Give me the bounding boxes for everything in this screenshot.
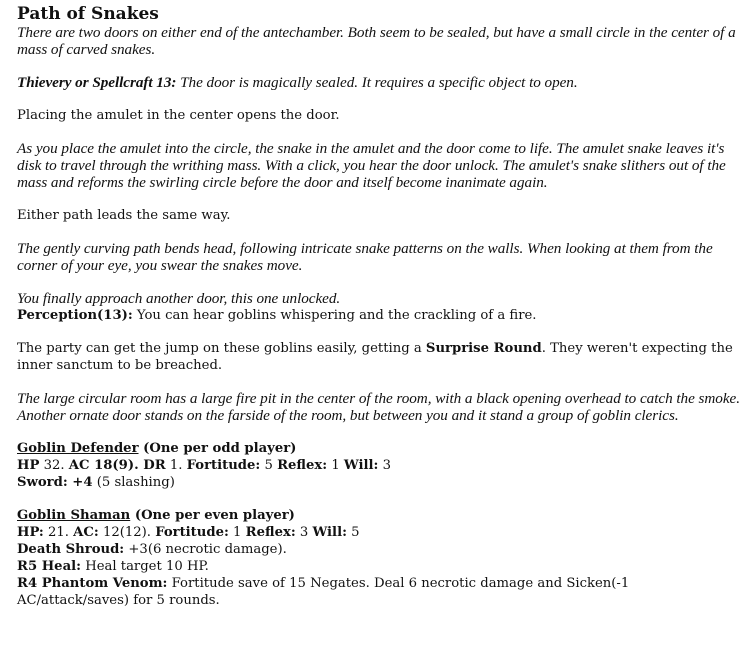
- intro-text: There are two doors on either end of the antechamber. Both seem to be sealed, but have a small circle in the center of a mass of carved snakes.: [17, 24, 736, 58]
- shaman-shroud-label: Death Shroud:: [17, 542, 125, 557]
- shaman-will-label: Will:: [312, 525, 347, 540]
- defender-stat-block: [17, 440, 742, 491]
- defender-ref: 1: [327, 458, 344, 473]
- either-path-line: Either path leads the same way.: [17, 208, 231, 223]
- surprise-after: . They weren't expecting the inner sanctum to be breached.: [17, 341, 733, 373]
- surprise-paragraph: [17, 340, 742, 374]
- shaman-ref: 3: [295, 525, 313, 540]
- shaman-stat-block: [17, 507, 742, 609]
- shaman-fort: 1: [228, 525, 246, 540]
- shaman-heal: [17, 558, 742, 575]
- room-description: The large circular room has a large fire pit in the center of the room, with a black opening overhead to catch the smoke. Another ornate door stands on the farside of the room, but between you and it stand a group of goblin clerics.: [17, 390, 740, 424]
- shaman-stats: [17, 524, 742, 541]
- shaman-heal-label: R5 Heal:: [17, 559, 81, 574]
- defender-hp-label: HP: [17, 458, 40, 473]
- shaman-heading: [17, 507, 742, 524]
- defender-will: 3: [378, 458, 391, 473]
- defender-will-label: Will:: [343, 458, 379, 473]
- approach-line: You finally approach another door, this one unlocked.: [17, 290, 341, 307]
- defender-ac-label: AC 18(9).: [68, 458, 139, 473]
- shaman-ac: 12(12).: [98, 525, 156, 540]
- shaman-count: (One per even player): [130, 508, 295, 523]
- surprise-before: The party can get the jump on these goblins easily, getting a: [17, 341, 426, 356]
- defender-hp: 32.: [39, 458, 69, 473]
- defender-sword-label: Sword: +4: [17, 475, 93, 490]
- surprise-round-label: Surprise Round: [425, 341, 542, 356]
- shaman-heal-text: Heal target 10 HP.: [81, 559, 209, 574]
- shaman-hp-label: HP:: [17, 525, 44, 540]
- defender-heading: [17, 440, 742, 457]
- defender-stats: [17, 457, 742, 474]
- shaman-ac-label: AC:: [73, 525, 99, 540]
- amulet-description: As you place the amulet into the circle, the snake in the amulet and the door come to life. The amulet snake leaves it's disk to travel through the writhing mass. With a click, you hear the door unlock. The amulet's snake slithers out of the mass and reforms the swirling circle before the door and itself become inanimate again.: [17, 140, 726, 191]
- defender-fort-label: Fortitude:: [186, 458, 261, 473]
- shaman-venom-text: Fortitude save of 15 Negates. Deal 6 necrotic damage and Sicken(-1 AC/attack/saves) for 5 rounds.: [17, 576, 630, 608]
- document-page: [17, 4, 742, 609]
- shaman-death-shroud: [17, 541, 742, 558]
- shaman-fort-label: Fortitude:: [155, 525, 229, 540]
- defender-sword-text: (5 slashing): [92, 475, 175, 490]
- shaman-will: 5: [346, 525, 360, 540]
- path-description: The gently curving path bends head, following intricate snake patterns on the walls. When looking at them from the corner of your eye, you swear the snakes move.: [17, 240, 713, 274]
- perception-label: Perception(13):: [17, 308, 133, 323]
- defender-name: Goblin Defender: [17, 441, 139, 456]
- amulet-line: Placing the amulet in the center opens the door.: [17, 108, 340, 123]
- shaman-ref-label: Reflex:: [245, 525, 296, 540]
- shaman-phantom-venom: [17, 575, 742, 609]
- shaman-venom-label: R4 Phantom Venom:: [17, 576, 168, 591]
- shaman-shroud-text: +3(6 necrotic damage).: [124, 542, 287, 557]
- perception-line: [17, 307, 742, 324]
- defender-dr: 1.: [165, 458, 187, 473]
- shaman-hp: 21.: [43, 525, 74, 540]
- shaman-name: Goblin Shaman: [17, 508, 131, 523]
- check-text: The door is magically sealed. It requires a specific object to open.: [176, 74, 578, 91]
- defender-count: (One per odd player): [138, 441, 297, 456]
- defender-fort: 5: [260, 458, 278, 473]
- defender-ref-label: Reflex:: [277, 458, 328, 473]
- check-line: [17, 74, 742, 91]
- perception-text: You can hear goblins whispering and the crackling of a fire.: [132, 308, 537, 323]
- page-title: Path of Snakes: [17, 4, 159, 24]
- defender-dr-label: DR: [138, 458, 166, 473]
- check-label: Thievery or Spellcraft 13:: [17, 74, 177, 91]
- defender-sword: [17, 474, 742, 491]
